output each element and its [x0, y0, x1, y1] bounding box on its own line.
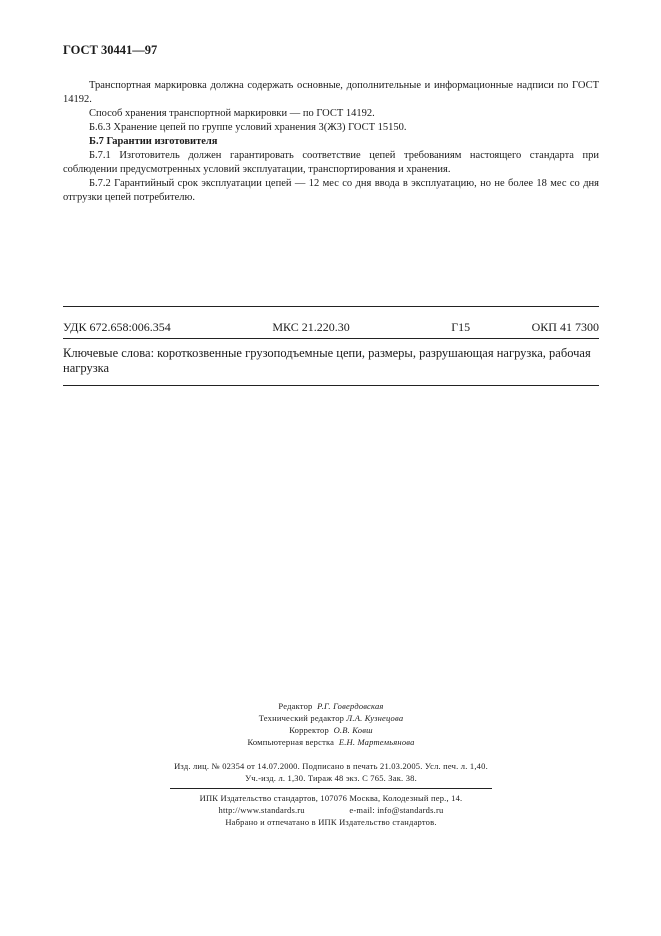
- license-line-2: Уч.-изд. л. 1,30. Тираж 48 экз. С 765. Зак. 38.: [245, 773, 417, 783]
- website-link[interactable]: http://www.standards.ru: [218, 805, 305, 815]
- paragraph-b63: Б.6.3 Хранение цепей по группе условий хранения 3(Ж3) ГОСТ 15150.: [89, 122, 407, 133]
- tech-editor-name: Л.А. Кузнецова: [346, 713, 404, 723]
- corrector-name: О.В. Ковш: [333, 725, 373, 735]
- mks-code: МКС 21.220.30: [272, 320, 350, 334]
- divider-middle: [63, 338, 599, 339]
- editorial-credits: [63, 700, 599, 748]
- editor-name: Р.Г. Говердовская: [317, 701, 384, 711]
- keywords: Ключевые слова: короткозвенные грузоподъемные цепи, размеры, разрушающая нагрузка, рабочая нагрузка: [63, 346, 591, 375]
- license-line-1: Изд. лиц. № 02354 от 14.07.2000. Подписано в печать 21.03.2005. Усл. печ. л. 1,40.: [174, 761, 488, 771]
- credit-corrector: Корректор О.В. Ковш: [289, 725, 373, 735]
- email-link[interactable]: e-mail: info@standards.ru: [349, 805, 444, 815]
- publisher-info: [63, 792, 599, 828]
- print-details: [63, 760, 599, 784]
- contact-line: [63, 804, 599, 816]
- page-header: ГОСТ 30441—97: [63, 43, 158, 57]
- publisher-line: ИПК Издательство стандартов, 107076 Москва, Колодезный пер., 14.: [199, 793, 463, 803]
- udk-code: УДК 672.658:006.354: [63, 320, 171, 334]
- divider-bottom: [63, 385, 599, 386]
- paragraph-storage-method: Способ хранения транспортной маркировки — по ГОСТ 14192.: [89, 108, 375, 119]
- classification-row: [63, 320, 599, 335]
- credit-layout: Компьютерная верстка Е.Н. Мартемьянова: [247, 737, 415, 747]
- credit-tech-editor: Технический редактор Л.А. Кузнецова: [258, 713, 404, 723]
- paragraph-marking: Транспортная маркировка должна содержать основные, дополнительные и информационные надписи по ГОСТ 14192.: [63, 80, 599, 105]
- okp-code: ОКП 41 7300: [531, 320, 599, 334]
- paragraph-b71: Б.7.1 Изготовитель должен гарантировать соответствие цепей требованиям настоящего стандарта при соблюдении предусмотренных условий эксплуатации, транспортирования и хранения.: [63, 150, 599, 175]
- body-text: [63, 79, 599, 205]
- layout-name: Е.Н. Мартемьянова: [338, 737, 415, 747]
- divider-imprint: [170, 788, 492, 789]
- printed-line: Набрано и отпечатано в ИПК Издательство стандартов.: [225, 817, 437, 827]
- group-code: Г15: [451, 320, 471, 334]
- credit-editor: Редактор Р.Г. Говердовская: [278, 701, 384, 711]
- section-heading-b7: Б.7 Гарантии изготовителя: [89, 136, 218, 147]
- paragraph-b72: Б.7.2 Гарантийный срок эксплуатации цепей — 12 мес со дня ввода в эксплуатацию, но не более 18 мес со дня отгрузки цепей потребителю.: [63, 178, 599, 203]
- divider-top: [63, 306, 599, 307]
